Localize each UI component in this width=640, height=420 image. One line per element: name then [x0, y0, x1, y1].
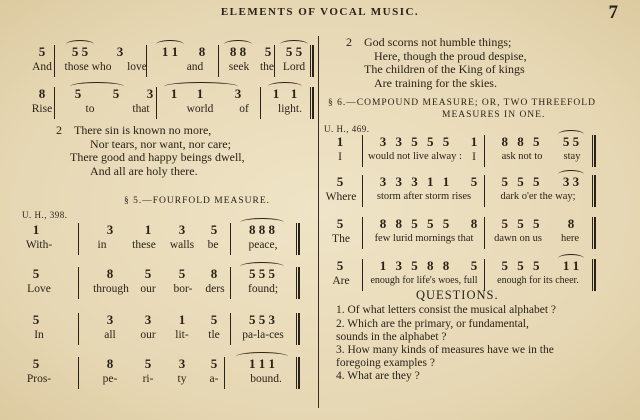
verse-stanza [56, 124, 306, 178]
note: 5 [32, 266, 40, 281]
note: 1 1 [562, 258, 580, 273]
lyric: tle [208, 329, 220, 341]
note-numbers [32, 356, 310, 374]
lyrics [330, 151, 630, 167]
double-bar [310, 87, 314, 119]
note: 5 [38, 44, 46, 59]
note-numbers [330, 174, 630, 192]
note: 8 [106, 356, 114, 371]
note: 1 [32, 222, 40, 237]
note: 5 [470, 258, 478, 273]
music-row [27, 266, 310, 302]
note: 8 [106, 266, 114, 281]
question-line: 2. Which are the primary, or fundamental, [336, 318, 529, 330]
lyric: world [186, 103, 214, 115]
questions-title: QUESTIONS. [416, 288, 499, 302]
note-numbers [40, 44, 310, 62]
verse-line: And all are holy there. [90, 163, 198, 178]
music-row [25, 222, 310, 258]
lyric: found; [247, 283, 279, 295]
note: 8 [470, 216, 478, 231]
lyric: bor- [173, 283, 193, 295]
lyric: would not live alway : [368, 151, 462, 162]
note: 3 [116, 44, 124, 59]
note: 3 3 [562, 174, 580, 189]
note: 5 [210, 222, 218, 237]
note: 5 [264, 44, 272, 59]
note: 8 8 [229, 44, 247, 59]
verse-line: The children of the King of kings [364, 62, 525, 76]
note: 5 5 [71, 44, 89, 59]
note: 3 [178, 356, 186, 371]
slur [558, 130, 584, 139]
music-row [32, 44, 310, 80]
lyric: storm after storm rises [376, 191, 472, 202]
slur [240, 262, 284, 271]
lyric: of [239, 103, 249, 115]
stanza-number: 2 [346, 35, 352, 49]
note: 3 [234, 86, 242, 101]
lyric: walls [169, 239, 195, 251]
lyric: these [132, 239, 156, 251]
note: 8 8 8 [249, 222, 275, 237]
verse-line: God scorns not humble things; [364, 35, 512, 49]
note-numbers [330, 134, 630, 152]
note: 1 [196, 86, 204, 101]
note: 3 3 5 5 5 [379, 134, 453, 149]
lyrics [330, 233, 630, 249]
verse-stanza [346, 36, 626, 90]
lyric: The [332, 233, 350, 245]
note-numbers [330, 216, 630, 234]
lyric: Pros- [26, 373, 52, 385]
note: 1 3 5 8 8 [379, 258, 453, 273]
note: 8 8 5 [501, 134, 543, 149]
lyric: a- [209, 373, 219, 385]
lyric: the [259, 61, 275, 73]
note: 5 [112, 86, 120, 101]
note: 3 [178, 222, 186, 237]
tune-reference: U. H., 398. [22, 210, 68, 220]
question-line: 3. How many kinds of measures have we in the [336, 344, 554, 356]
music-row [325, 174, 630, 210]
note: 5 [210, 312, 218, 327]
lyric: ri- [142, 373, 154, 385]
slur [558, 170, 584, 179]
lyric: few lurid mornings that [374, 233, 474, 244]
note: 5 5 5 [501, 258, 543, 273]
note: 8 [38, 86, 46, 101]
verse-line: There good and happy beings dwell, [70, 150, 245, 164]
column-divider [318, 36, 319, 408]
note: 8 [210, 266, 218, 281]
note: 5 [144, 356, 152, 371]
note: 8 [198, 44, 206, 59]
lyric: dawn on us [494, 233, 542, 244]
note: 1 [470, 134, 478, 149]
question-line: foregoing examples ? [336, 357, 435, 369]
lyric: I [338, 151, 342, 163]
note: 1 [290, 86, 298, 101]
lyric: In [34, 329, 44, 341]
tune-reference: U. H., 469. [324, 124, 370, 134]
verse-line: Here, though the proud despise, [374, 48, 527, 63]
note: 1 [178, 312, 186, 327]
note: 5 5 5 [501, 174, 543, 189]
section-heading: § 6.—COMPOUND MEASURE; OR, TWO THREEFOLD [328, 98, 596, 108]
lyrics [34, 329, 310, 345]
note-numbers [32, 266, 310, 284]
slur [156, 40, 184, 49]
note: 8 8 5 5 5 [379, 216, 453, 231]
note: 5 [470, 174, 478, 189]
lyric: pe- [102, 373, 118, 385]
slur [280, 40, 308, 49]
music-row [32, 312, 310, 348]
note: 5 [32, 312, 40, 327]
lyric: Love [27, 283, 51, 295]
lyric: that [132, 103, 150, 115]
lyric: Lord [282, 61, 306, 73]
lyric: I [472, 151, 476, 163]
note: 3 [106, 222, 114, 237]
stanza-number: 2 [56, 123, 62, 137]
note: 5 [178, 266, 186, 281]
question-line: 4. What are they ? [336, 370, 420, 382]
note: 3 [144, 312, 152, 327]
note: 8 [567, 216, 575, 231]
slur [236, 352, 288, 361]
note: 5 [336, 258, 344, 273]
note-numbers [40, 86, 310, 104]
note: 5 5 [285, 44, 303, 59]
note: 1 1 [161, 44, 179, 59]
lyrics [325, 191, 630, 207]
lyric: ask not to [501, 151, 543, 162]
lyric: enough for its cheer. [497, 275, 579, 286]
lyric: lit- [175, 329, 189, 341]
note: 3 [146, 86, 154, 101]
slur [66, 40, 94, 49]
lyrics [32, 61, 310, 77]
note: 1 [272, 86, 280, 101]
lyric: Rise [31, 103, 53, 115]
verse-line: Nor tears, nor want, nor care; [90, 136, 231, 151]
lyric: bound. [250, 373, 282, 385]
running-header: ELEMENTS OF VOCAL MUSIC. [220, 6, 420, 18]
lyric: pa-la-ces [242, 329, 284, 341]
note: 5 [74, 86, 82, 101]
lyrics [25, 239, 310, 255]
lyric: those who [64, 61, 112, 73]
lyrics [26, 373, 310, 389]
lyric: love [127, 61, 147, 73]
section-heading-continued: MEASURES IN ONE. [442, 110, 546, 120]
note: 5 [144, 266, 152, 281]
lyric: through [93, 283, 129, 295]
note: 1 [144, 222, 152, 237]
verse-line: Are training for the skies. [374, 75, 497, 90]
lyrics [27, 283, 310, 299]
question-line: sounds in the alphabet ? [336, 331, 447, 343]
lyrics [31, 103, 310, 119]
lyric: dark o'er the way; [500, 191, 576, 202]
lyric: stay [563, 151, 581, 162]
note: 5 [336, 216, 344, 231]
lyric: peace, [248, 239, 278, 251]
note: 5 5 5 [249, 266, 275, 281]
note: 5 5 5 [501, 216, 543, 231]
music-row [26, 356, 310, 392]
lyric: and [186, 61, 204, 73]
note-numbers [32, 312, 310, 330]
note: 5 5 3 [249, 312, 275, 327]
lyric: our [140, 283, 156, 295]
lyric: to [85, 103, 95, 115]
note: 3 3 3 1 1 [379, 174, 453, 189]
lyric: Where [325, 191, 357, 203]
note: 1 [336, 134, 344, 149]
lyric: our [140, 329, 156, 341]
question-line: 1. Of what letters consist the musical alphabet ? [336, 304, 557, 316]
lyric: light. [278, 103, 302, 115]
lyric: Are [332, 275, 350, 287]
lyric: ders [205, 283, 225, 295]
double-bar [310, 45, 314, 77]
page-number: 7 [608, 2, 618, 23]
music-row [330, 216, 630, 252]
music-row [330, 134, 630, 170]
note: 3 [106, 312, 114, 327]
lyric: With- [25, 239, 53, 251]
lyric: ty [177, 373, 187, 385]
lyric: in [97, 239, 107, 251]
slur [240, 218, 284, 227]
section-heading: § 5.—FOURFOLD MEASURE. [124, 196, 271, 206]
note: 1 [170, 86, 178, 101]
note: 5 5 [562, 134, 580, 149]
lyric: And [32, 61, 52, 73]
note: 5 [32, 356, 40, 371]
slur [224, 40, 252, 49]
note: 5 [336, 174, 344, 189]
lyric: be [207, 239, 219, 251]
music-row [31, 86, 310, 122]
lyric: all [104, 329, 116, 341]
lyric: enough for life's woes, full [370, 275, 478, 286]
verse-line: There sin is known no more, [74, 123, 212, 137]
lyric: here [560, 233, 580, 244]
note-numbers [330, 258, 630, 276]
slur [558, 254, 584, 263]
note-numbers [32, 222, 310, 240]
note: 5 [210, 356, 218, 371]
note: 1 1 1 [249, 356, 275, 371]
lyric: seek [228, 61, 250, 73]
